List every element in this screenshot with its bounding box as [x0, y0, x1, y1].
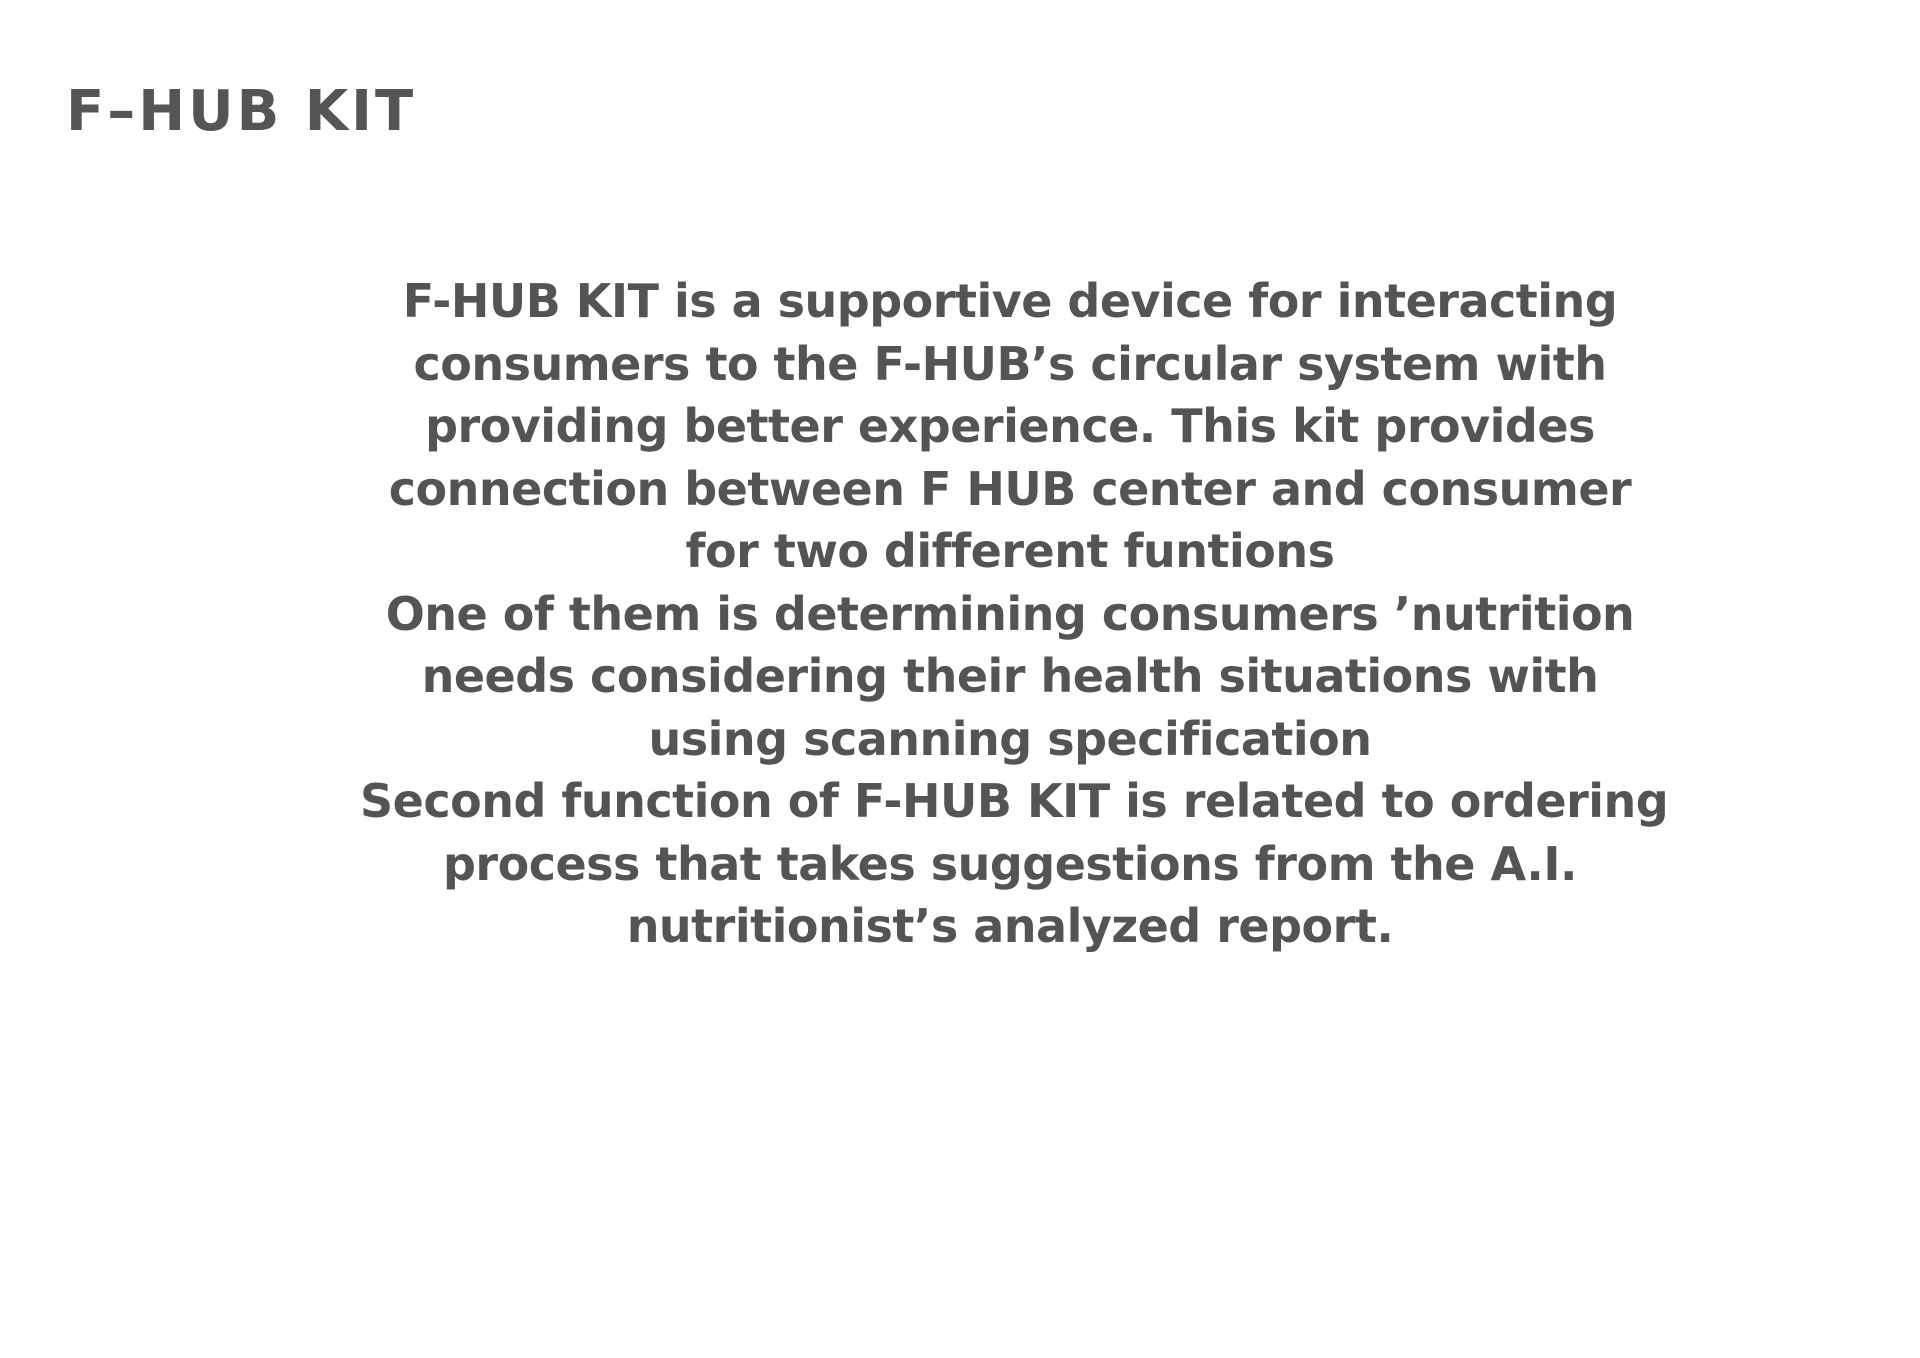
- description-line: consumers to the F-HUB’s circular system with: [413, 336, 1607, 391]
- description-line: F-HUB KIT is a supportive device for interacting: [402, 274, 1618, 328]
- description-line: process that takes suggestions from the A.I.: [443, 836, 1577, 891]
- description-line: using scanning specification: [648, 711, 1372, 766]
- description-line: Second function of F-HUB KIT is related to ordering: [360, 774, 1669, 828]
- description-line: providing better experience. This kit provides: [425, 399, 1595, 453]
- description-line: connection between F HUB center and consumer: [388, 461, 1632, 516]
- description-text: [360, 270, 1669, 958]
- description-line: nutritionist’s analyzed report.: [626, 899, 1394, 953]
- description-line: One of them is determining consumers ’nutrition: [385, 586, 1635, 641]
- logo: F–HUB KIT: [66, 79, 417, 144]
- description-line: needs considering their health situations with: [421, 649, 1599, 703]
- description-line: for two different funtions: [685, 524, 1335, 578]
